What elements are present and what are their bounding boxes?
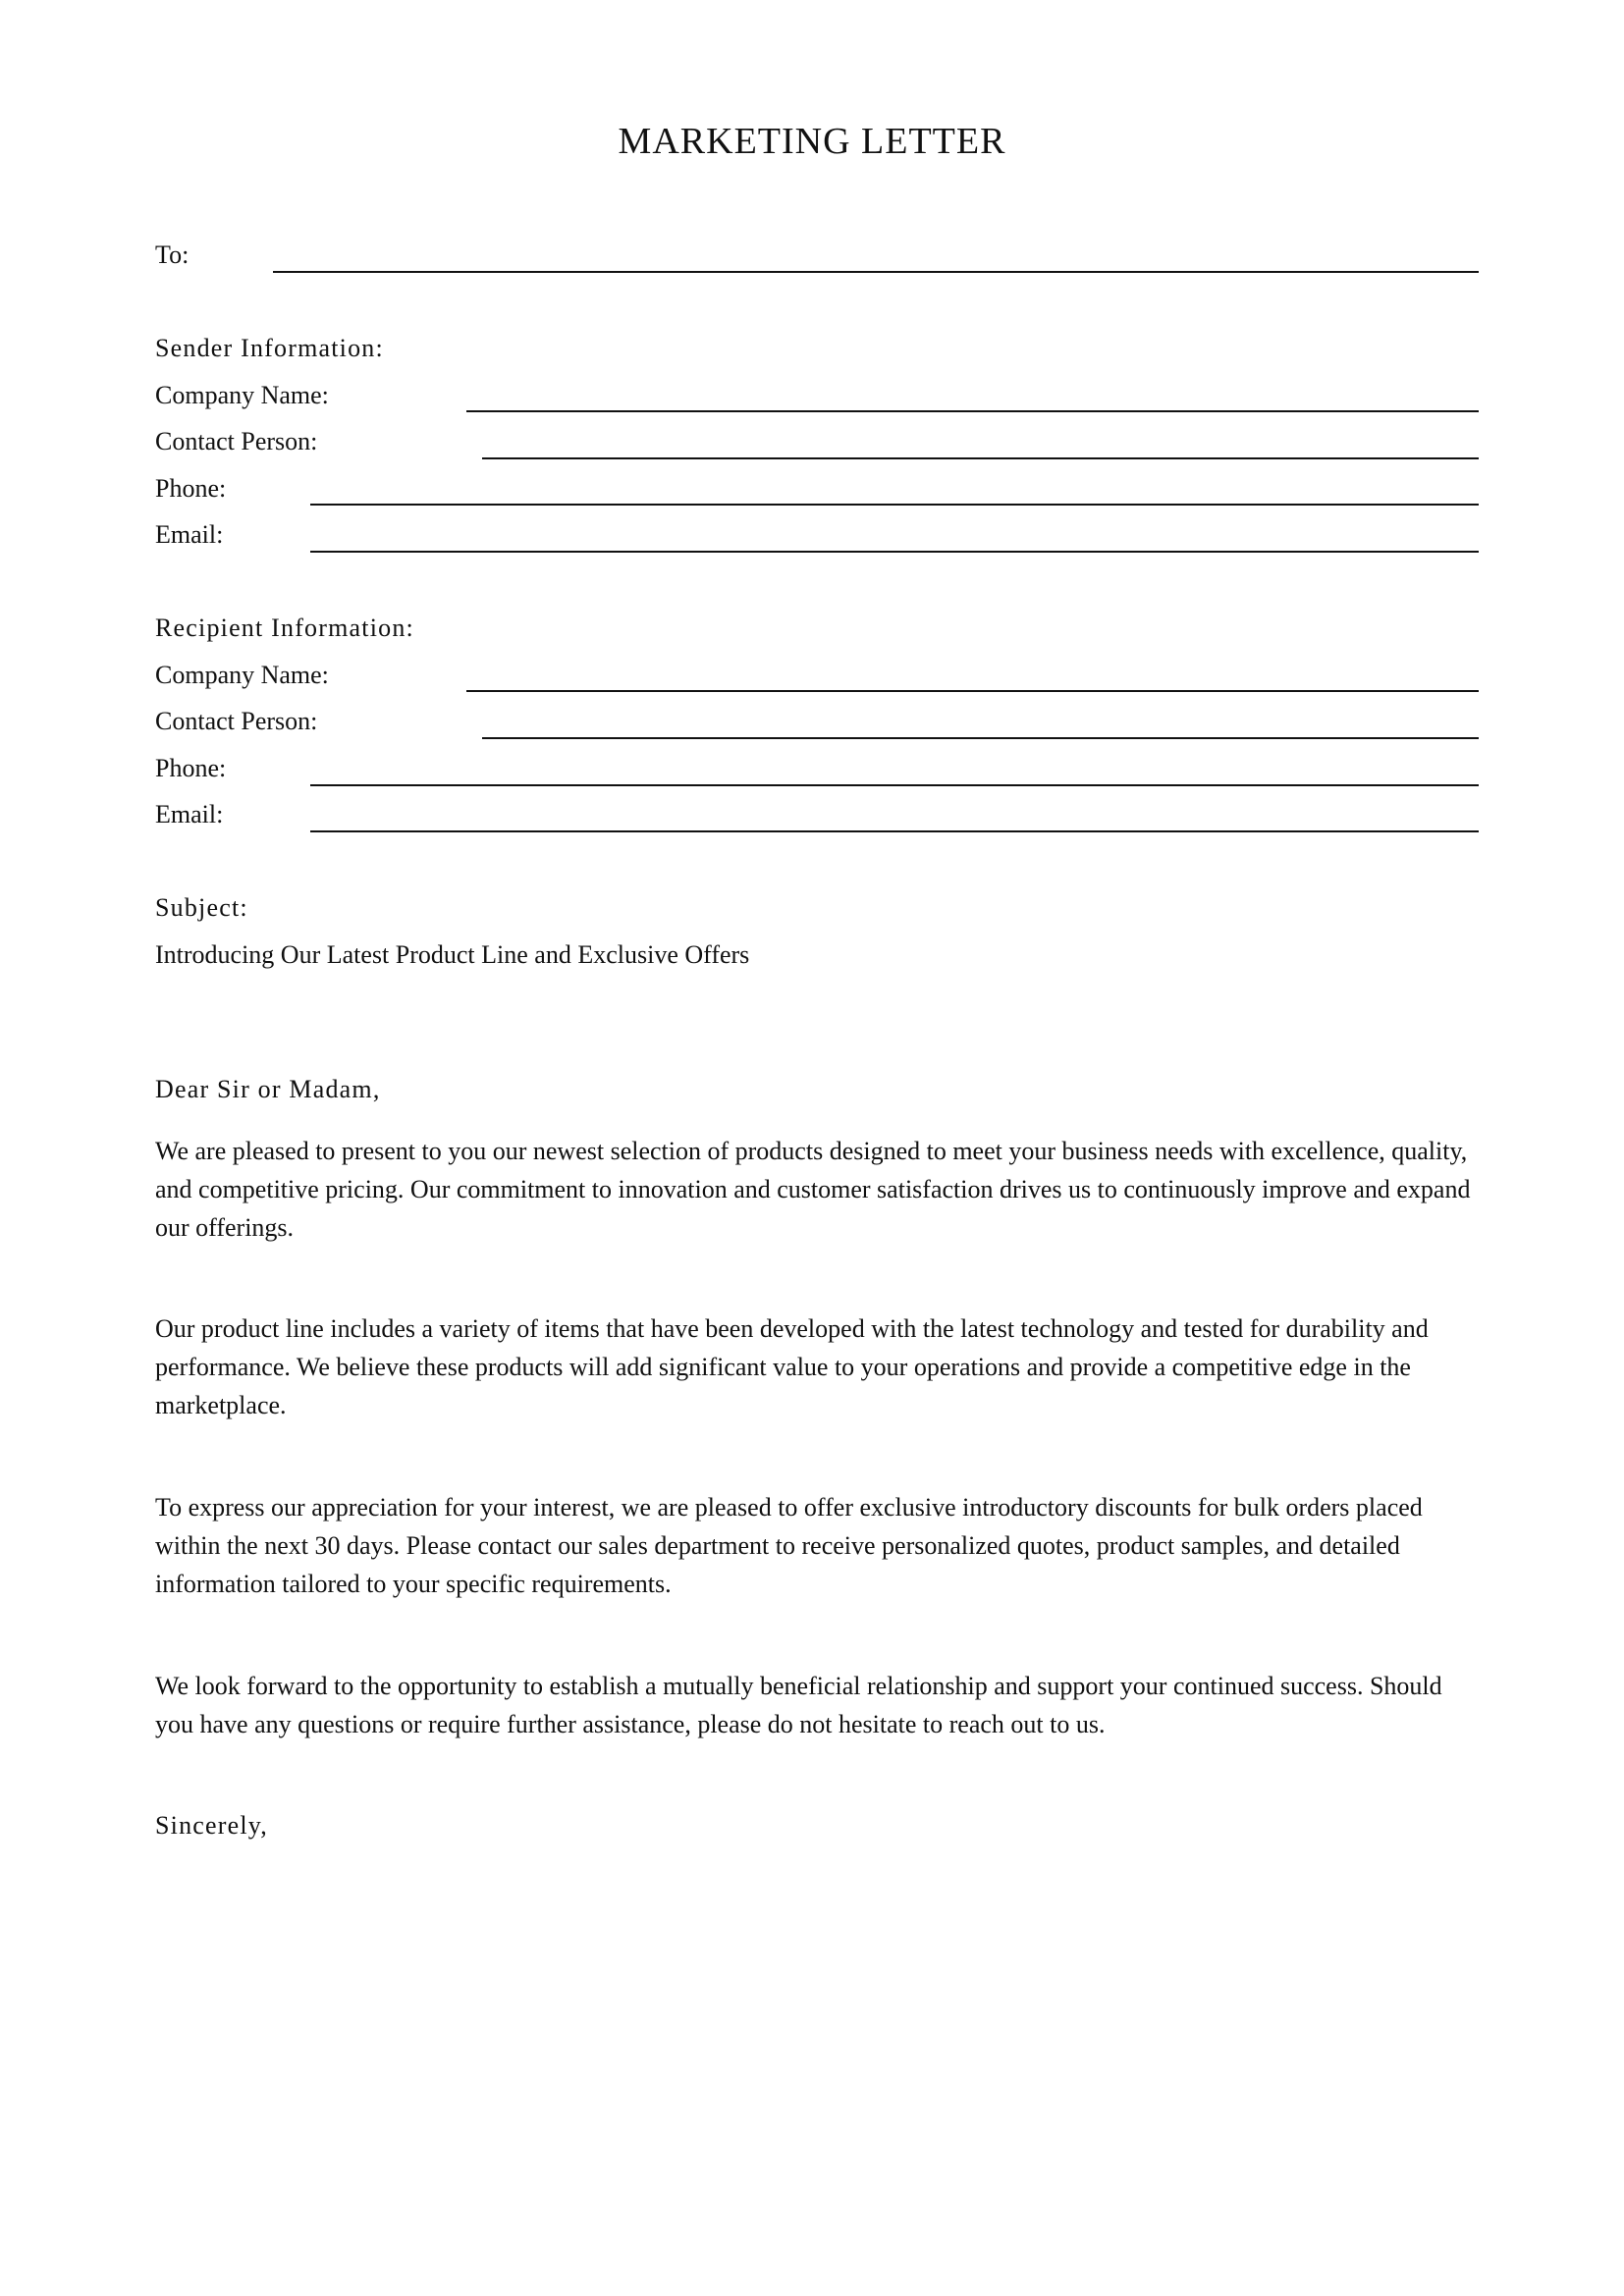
recipient-contact-field[interactable] [482,737,1479,739]
recipient-heading: Recipient Information: [155,614,414,642]
recipient-company-field[interactable] [466,690,1479,692]
sender-heading: Sender Information: [155,334,384,362]
body-paragraph-4: We look forward to the opportunity to establish a mutually beneficial relationship and support your continued success. Should you have any questions or require further assistance, please do not hesitate to reach out to us. [155,1672,1442,1738]
sender-contact-label: Contact Person: [155,427,318,455]
body-paragraph-3: To express our appreciation for your interest, we are pleased to offer exclusive introductory discounts for bulk orders placed within the next 30 days. Please contact our sales department to receive personalized quotes, product samples, and detailed information tailored to your specific requirements. [155,1493,1423,1598]
subject-label: Subject: [155,893,248,922]
salutation: Dear Sir or Madam, [155,1075,381,1103]
recipient-company-label: Company Name: [155,661,329,689]
body-paragraph-2: Our product line includes a variety of items that have been developed with the latest technology and tested for durability and performance. We believe these products will add significant value to your operations and provide a competitive edge in the marketplace. [155,1314,1429,1419]
page-title: MARKETING LETTER [618,121,1006,162]
sender-company-label: Company Name: [155,381,329,409]
subject-text: Introducing Our Latest Product Line and Exclusive Offers [155,940,750,969]
recipient-email-label: Email: [155,800,224,828]
body-paragraph-1: We are pleased to present to you our newest selection of products designed to meet your business needs with excellence, quality, and competitive pricing. Our commitment to innovation and customer satisfaction drives us to continuously improve and expand our offerings. [155,1137,1471,1242]
recipient-phone-label: Phone: [155,754,227,782]
sender-phone-label: Phone: [155,474,227,503]
recipient-contact-label: Contact Person: [155,707,318,735]
closing: Sincerely, [155,1811,268,1840]
recipient-email-field[interactable] [310,830,1479,832]
sender-phone-field[interactable] [310,504,1479,506]
sender-company-field[interactable] [466,410,1479,412]
to-label: To: [155,240,189,269]
sender-email-field[interactable] [310,551,1479,553]
sender-contact-field[interactable] [482,457,1479,459]
recipient-phone-field[interactable] [310,784,1479,786]
to-field[interactable] [273,271,1479,273]
sender-email-label: Email: [155,520,224,549]
